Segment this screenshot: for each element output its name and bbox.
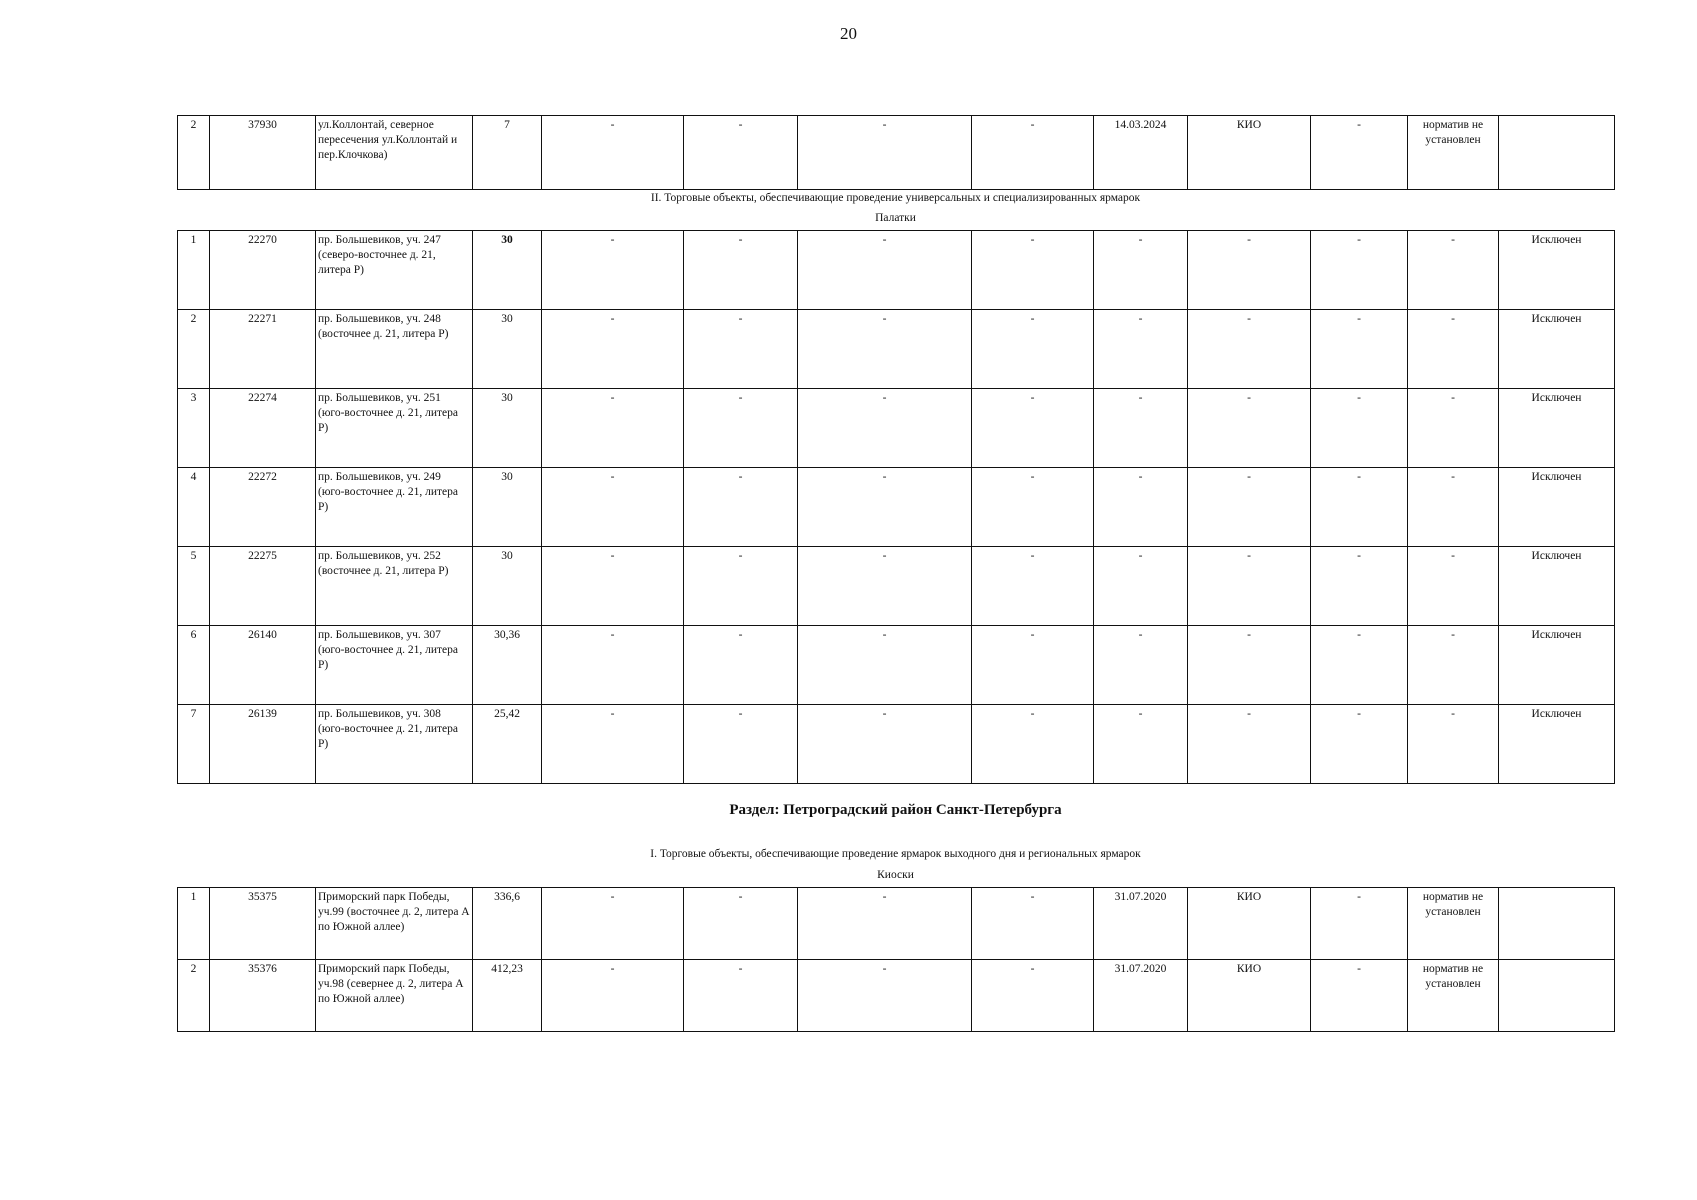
cell-col-11: - <box>1311 231 1408 310</box>
cell-address: пр. Большевиков, уч. 247 (северо-восточнее д. 21, литера Р) <box>316 231 473 310</box>
cell-norm: - <box>1408 231 1499 310</box>
cell-object-id: 22270 <box>210 231 316 310</box>
cell-col-8: - <box>972 231 1094 310</box>
cell-status: Исключен <box>1499 231 1615 310</box>
cell-area: 336,6 <box>473 888 542 960</box>
cell-area: 30 <box>473 468 542 547</box>
cell-date: - <box>1094 389 1188 468</box>
cell-col-5: - <box>542 231 684 310</box>
cell-col-5: - <box>542 389 684 468</box>
top-table <box>177 115 1615 190</box>
cell-col-6: - <box>684 888 798 960</box>
cell-col-11: - <box>1311 468 1408 547</box>
cell-norm: - <box>1408 547 1499 626</box>
cell-address: пр. Большевиков, уч. 248 (восточнее д. 21, литера Р) <box>316 310 473 389</box>
cell-authority: КИО <box>1188 960 1311 1032</box>
cell-status: Исключен <box>1499 626 1615 705</box>
cell-norm: - <box>1408 705 1499 784</box>
tents-table <box>177 230 1615 784</box>
cell-authority: - <box>1188 468 1311 547</box>
section-2-caption: II. Торговые объекты, обеспечивающие проведение универсальных и специализированных ярмарок <box>650 192 1141 204</box>
table-row <box>178 960 1615 1032</box>
table-row <box>178 389 1615 468</box>
cell-norm: - <box>1408 389 1499 468</box>
cell-status <box>1499 888 1615 960</box>
cell-col-6: - <box>684 389 798 468</box>
cell-col-7: - <box>798 705 972 784</box>
cell-col-8: - <box>972 547 1094 626</box>
cell-col-8: - <box>972 468 1094 547</box>
cell-area: 412,23 <box>473 960 542 1032</box>
cell-date: - <box>1094 468 1188 547</box>
table-row <box>178 705 1615 784</box>
cell-col-11: - <box>1311 705 1408 784</box>
cell-col-7: - <box>798 547 972 626</box>
cell-norm: норматив не установлен <box>1408 116 1499 190</box>
cell-address: пр. Большевиков, уч. 307 (юго-восточнее д. 21, литера Р) <box>316 626 473 705</box>
cell-object-id: 35375 <box>210 888 316 960</box>
cell-status: Исключен <box>1499 389 1615 468</box>
page-number: 20 <box>840 24 857 43</box>
cell-address: пр. Большевиков, уч. 308 (юго-восточнее д. 21, литера Р) <box>316 705 473 784</box>
cell-col-7: - <box>798 468 972 547</box>
cell-col-8: - <box>972 389 1094 468</box>
cell-col-6: - <box>684 468 798 547</box>
cell-authority: - <box>1188 626 1311 705</box>
cell-col-7: - <box>798 626 972 705</box>
cell-date: 31.07.2020 <box>1094 960 1188 1032</box>
tents-caption: Палатки <box>875 212 916 224</box>
table-row <box>178 116 1615 190</box>
table-row <box>178 231 1615 310</box>
cell-col-7: - <box>798 888 972 960</box>
cell-col-5: - <box>542 705 684 784</box>
cell-col-7: - <box>798 960 972 1032</box>
cell-col-5: - <box>542 960 684 1032</box>
cell-col-11: - <box>1311 626 1408 705</box>
cell-object-id: 26140 <box>210 626 316 705</box>
cell-area: 30,36 <box>473 626 542 705</box>
cell-col-6: - <box>684 116 798 190</box>
cell-status: Исключен <box>1499 310 1615 389</box>
cell-authority: - <box>1188 547 1311 626</box>
cell-area: 30 <box>473 547 542 626</box>
cell-norm: - <box>1408 468 1499 547</box>
cell-date: 31.07.2020 <box>1094 888 1188 960</box>
cell-address: Приморский парк Победы, уч.99 (восточнее д. 2, литера А по Южной аллее) <box>316 888 473 960</box>
cell-col-5: - <box>542 626 684 705</box>
cell-row-number: 6 <box>178 626 210 705</box>
cell-col-6: - <box>684 626 798 705</box>
cell-col-8: - <box>972 705 1094 784</box>
cell-col-11: - <box>1311 310 1408 389</box>
cell-date: - <box>1094 626 1188 705</box>
cell-col-6: - <box>684 705 798 784</box>
cell-row-number: 1 <box>178 231 210 310</box>
cell-object-id: 37930 <box>210 116 316 190</box>
cell-col-7: - <box>798 116 972 190</box>
kiosks-table <box>177 887 1615 1032</box>
cell-status: Исключен <box>1499 705 1615 784</box>
cell-col-5: - <box>542 310 684 389</box>
cell-row-number: 7 <box>178 705 210 784</box>
cell-address: Приморский парк Победы, уч.98 (севернее д. 2, литера А по Южной аллее) <box>316 960 473 1032</box>
cell-authority: - <box>1188 310 1311 389</box>
cell-col-6: - <box>684 960 798 1032</box>
cell-object-id: 26139 <box>210 705 316 784</box>
kiosks-caption: Киоски <box>877 869 914 881</box>
cell-col-8: - <box>972 960 1094 1032</box>
cell-status: Исключен <box>1499 547 1615 626</box>
cell-object-id: 22274 <box>210 389 316 468</box>
cell-object-id: 22275 <box>210 547 316 626</box>
cell-area: 30 <box>473 231 542 310</box>
cell-address: пр. Большевиков, уч. 251 (юго-восточнее д. 21, литера Р) <box>316 389 473 468</box>
cell-col-11: - <box>1311 960 1408 1032</box>
cell-status <box>1499 116 1615 190</box>
cell-col-6: - <box>684 547 798 626</box>
cell-date: - <box>1094 705 1188 784</box>
table-row <box>178 547 1615 626</box>
cell-row-number: 3 <box>178 389 210 468</box>
cell-row-number: 2 <box>178 310 210 389</box>
cell-address: ул.Коллонтай, северное пересечения ул.Коллонтай и пер.Клочкова) <box>316 116 473 190</box>
cell-date: - <box>1094 310 1188 389</box>
cell-object-id: 22271 <box>210 310 316 389</box>
section-1-caption: I. Торговые объекты, обеспечивающие проведение ярмарок выходного дня и региональных ярмарок <box>650 848 1141 860</box>
cell-norm: норматив не установлен <box>1408 888 1499 960</box>
table-row <box>178 626 1615 705</box>
cell-authority: - <box>1188 705 1311 784</box>
table-row <box>178 468 1615 547</box>
table-row <box>178 310 1615 389</box>
cell-date: 14.03.2024 <box>1094 116 1188 190</box>
cell-col-11: - <box>1311 116 1408 190</box>
cell-object-id: 22272 <box>210 468 316 547</box>
cell-norm: - <box>1408 626 1499 705</box>
cell-col-11: - <box>1311 888 1408 960</box>
cell-col-8: - <box>972 888 1094 960</box>
cell-norm: норматив не установлен <box>1408 960 1499 1032</box>
cell-col-11: - <box>1311 389 1408 468</box>
cell-norm: - <box>1408 310 1499 389</box>
cell-row-number: 5 <box>178 547 210 626</box>
cell-status: Исключен <box>1499 468 1615 547</box>
cell-authority: - <box>1188 389 1311 468</box>
cell-col-7: - <box>798 231 972 310</box>
cell-col-7: - <box>798 389 972 468</box>
cell-col-6: - <box>684 231 798 310</box>
cell-address: пр. Большевиков, уч. 249 (юго-восточнее д. 21, литера Р) <box>316 468 473 547</box>
table-row <box>178 888 1615 960</box>
cell-authority: КИО <box>1188 116 1311 190</box>
cell-status <box>1499 960 1615 1032</box>
cell-date: - <box>1094 547 1188 626</box>
cell-authority: КИО <box>1188 888 1311 960</box>
cell-area: 25,42 <box>473 705 542 784</box>
cell-col-8: - <box>972 626 1094 705</box>
cell-row-number: 2 <box>178 116 210 190</box>
cell-col-5: - <box>542 116 684 190</box>
cell-object-id: 35376 <box>210 960 316 1032</box>
cell-row-number: 4 <box>178 468 210 547</box>
cell-col-5: - <box>542 547 684 626</box>
cell-address: пр. Большевиков, уч. 252 (восточнее д. 21, литера Р) <box>316 547 473 626</box>
cell-area: 30 <box>473 310 542 389</box>
cell-col-11: - <box>1311 547 1408 626</box>
cell-col-7: - <box>798 310 972 389</box>
cell-row-number: 1 <box>178 888 210 960</box>
cell-col-5: - <box>542 888 684 960</box>
cell-col-6: - <box>684 310 798 389</box>
cell-area: 30 <box>473 389 542 468</box>
cell-row-number: 2 <box>178 960 210 1032</box>
cell-authority: - <box>1188 231 1311 310</box>
section-title: Раздел: Петроградский район Санкт-Петербурга <box>729 802 1062 818</box>
cell-col-8: - <box>972 310 1094 389</box>
cell-area: 7 <box>473 116 542 190</box>
cell-date: - <box>1094 231 1188 310</box>
cell-col-8: - <box>972 116 1094 190</box>
cell-col-5: - <box>542 468 684 547</box>
